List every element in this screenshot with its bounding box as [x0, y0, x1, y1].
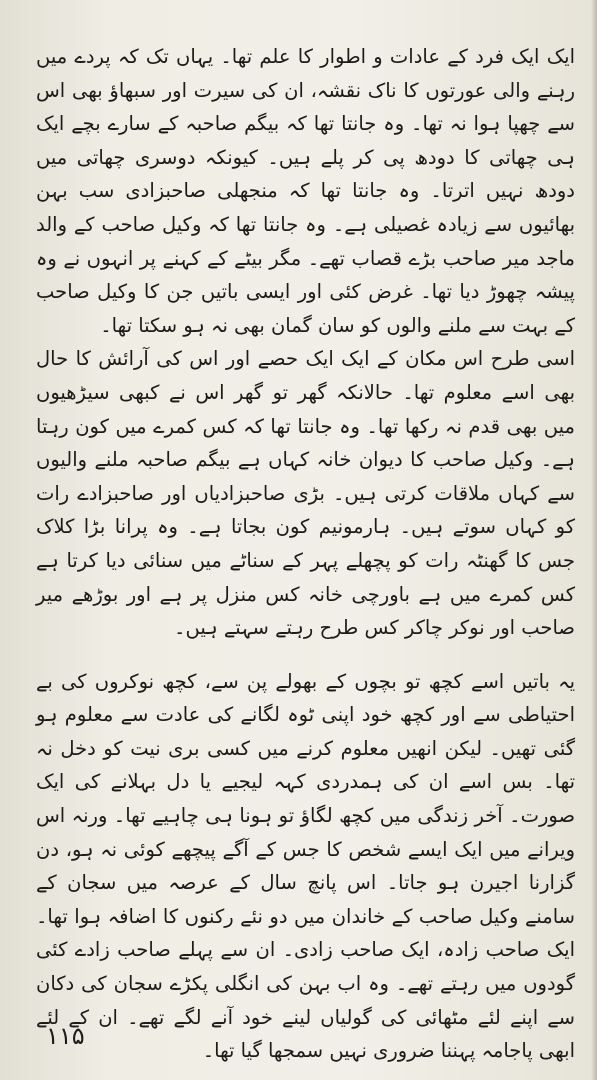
body-text — [36, 40, 575, 1068]
page-number: ۱۱۵ — [46, 1022, 85, 1050]
paragraph-3: یہ باتیں اسے کچھ تو بچوں کے بھولے پن سے، کچھ نوکروں کی بے احتیاطی سے اور کچھ خود اپنی ٹوہ لگانے کی عادت سے معلوم ہو گئی تھیں۔ لیکن انھیں معلوم کرنے میں کسی بری نیت کو دخل نہ تھا۔ بس اسے ان کی ہمدردی کہہ لیجیے یا دل بہلانے کی ایک صورت۔ آخر زندگی میں کچھ لگاؤ تو ہونا ہی چاہیے تھا۔ ورنہ اس ویرانے میں ایک ایسے شخص کا جس کے آگے پیچھے کوئی نہ ہو، دن گزارنا اجیرن ہو جاتا۔ اس پانچ سال کے عرصہ میں سجان کے سامنے وکیل صاحب کے خاندان میں دو نئے رکنوں کا اضافہ ہوا تھا۔ ایک صاحب زادہ، ایک صاحب زادی۔ ان سے پہلے صاحب زادے کئی گودوں میں رہتے تھے۔ وہ اب بہن کی انگلی پکڑے سجان کی دکان سے اپنے لئے مٹھائی کی گولیاں لینے خود آنے لگے تھے۔ ان کے لئے ابھی پاجامہ پہننا ضروری نہیں سمجھا گیا تھا۔ — [36, 669, 575, 1063]
paragraph-2: اسی طرح اس مکان کے ایک ایک حصے اور اس کی آرائش کا حال بھی اسے معلوم تھا۔ حالانکہ گھر تو گھر اس نے کبھی سیڑھیوں میں بھی قدم نہ رکھا تھا۔ وہ جانتا تھا کہ کس کمرے میں کون رہتا ہے۔ وکیل صاحب کا دیوان خانہ کہاں ہے بیگم صاحبہ ملنے والیوں سے کہاں ملاقات کرتی ہیں۔ بڑی صاحبزادیاں اور صاحبزادے رات کو کہاں سوتے ہیں۔ ہارمونیم کون بجاتا ہے۔ وہ پرانا بڑا کلاک جس کا گھنٹہ رات کو پچھلے پہر کے سناٹے میں سنائی دیا کرتا ہے کس کمرے میں ہے باورچی خانہ کس منزل پر ہے اور بوڑھے میر صاحب اور نوکر چاکر کس طرح رہتے سہتے ہیں۔ — [36, 347, 575, 640]
paragraph-1: ایک ایک فرد کے عادات و اطوار کا علم تھا۔ یہاں تک کہ پردے میں رہنے والی عورتوں کا ناک نقشہ، ان کی سیرت اور سبھاؤ بھی اس سے چھپا ہوا نہ تھا۔ وہ جانتا تھا کہ بیگم صاحبہ کے سارے بچے ایک ہی چھاتی کا دودھ پی کر پلے ہیں۔ کیونکہ دوسری چھاتی میں دودھ نہیں اترتا۔ وہ جانتا تھا کہ منجھلی صاحبزادی سب بہن بھائیوں سے زیادہ غصیلی ہے۔ وہ جانتا تھا کہ وکیل صاحب کے والد ماجد میر صاحب بڑے قصاب تھے۔ مگر بیٹے کے کہنے پر انہوں نے وہ پیشہ چھوڑ دیا تھا۔ غرض کئی اور ایسی باتیں جن کا وکیل صاحب کے بہت سے ملنے والوں کو سان گمان بھی نہ ہو سکتا تھا۔ — [36, 45, 575, 337]
page-edge-shadow — [591, 0, 597, 1080]
